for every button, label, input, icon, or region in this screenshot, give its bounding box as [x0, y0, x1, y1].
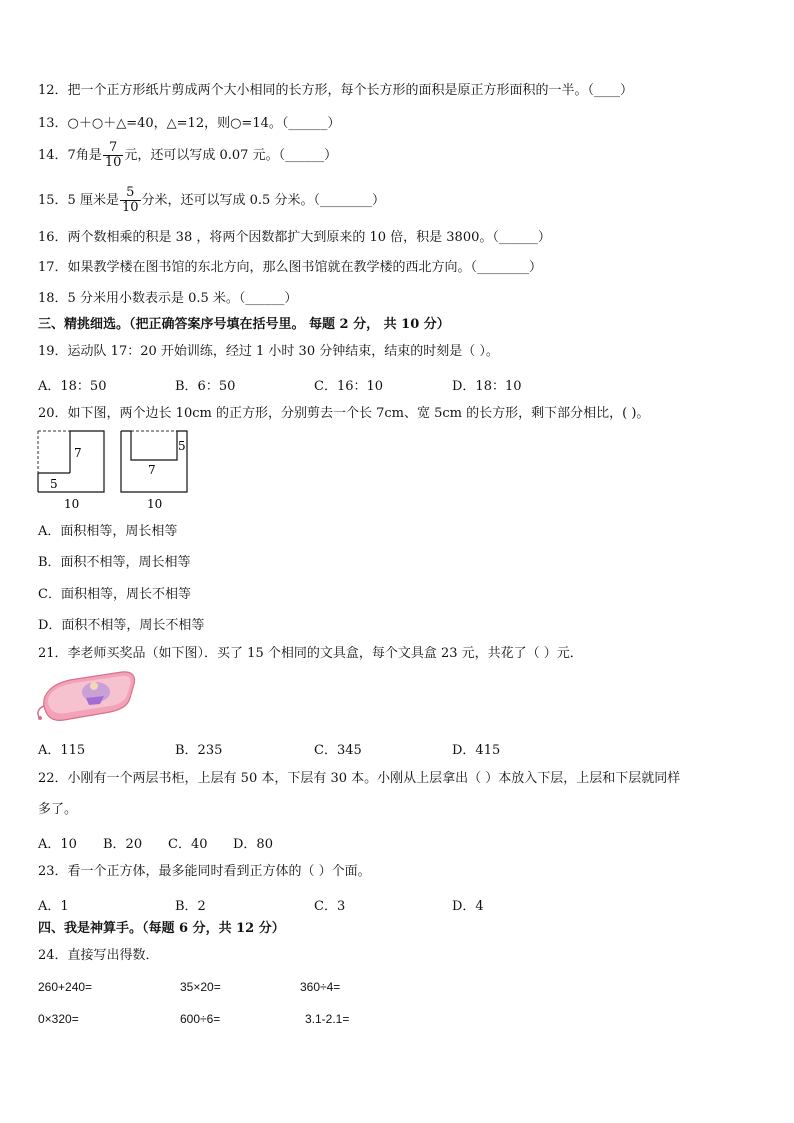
- q20-option-b: B．面积不相等，周长相等: [38, 555, 191, 570]
- fraction-5-10: $\frac{5}{10}$: [121, 185, 139, 215]
- q23-option-d: D．4: [452, 899, 484, 914]
- q21-option-b: B．235: [175, 743, 223, 758]
- calc-item: 600÷6=: [180, 1012, 221, 1026]
- calc-item: 260+240=: [38, 980, 93, 994]
- question-19: 19．运动队 17：20 开始训练，经过 1 小时 30 分钟结束，结束的时刻是（ ）。: [38, 344, 499, 359]
- pencil-case-image: [34, 668, 140, 726]
- calc-item: 0×320=: [38, 1012, 79, 1026]
- q19-option-c: C．16：10: [314, 379, 384, 394]
- q22-option-b: B．20: [103, 837, 143, 852]
- q22-option-d: D．80: [233, 837, 273, 852]
- section-4-heading: 四、我是神算手。（每题 6 分，共 12 分）: [38, 921, 285, 936]
- q19-option-b: B．6：50: [175, 379, 236, 394]
- calc-item: 360÷4=: [300, 980, 341, 994]
- q20-option-d: D．面积不相等，周长不相等: [38, 618, 205, 633]
- fig-b-label-7: 7: [148, 463, 156, 477]
- q23-option-a: A．1: [38, 899, 69, 914]
- question-23: 23．看一个正方体，最多能同时看到正方体的（ ）个面。: [38, 864, 371, 879]
- question-15: 15．5 厘米是 $\frac{5}{10}$ 分米，还可以写成 0.5 分米。（________）: [38, 185, 385, 215]
- question-20: 20．如下图，两个边长 10cm 的正方形，分别剪去一个长 7cm、宽 5cm 的长方形，剩下部分相比，( )。: [38, 406, 650, 421]
- q23-option-b: B．2: [175, 899, 206, 914]
- q21-option-c: C．345: [314, 743, 362, 758]
- fig-a-label-10: 10: [64, 497, 80, 511]
- question-13: 13．○＋○＋△=40，△=12，则○=14。（______）: [38, 116, 341, 131]
- q22-option-c: C．40: [168, 837, 208, 852]
- question-22-line-2: 多了。: [38, 802, 78, 817]
- question-17: 17．如果教学楼在图书馆的东北方向，那么图书馆就在教学楼的西北方向。（________）: [38, 260, 543, 275]
- calc-item: 35×20=: [180, 980, 221, 994]
- square-cut-figure: [34, 428, 194, 514]
- q20-option-a: A．面积相等，周长相等: [38, 524, 178, 539]
- q19-option-d: D．18：10: [452, 379, 522, 394]
- question-24: 24．直接写出得数．: [38, 948, 159, 963]
- question-22-line-1: 22．小刚有一个两层书柜，上层有 50 本，下层有 30 本。小刚从上层拿出（ ）本放入下层，上层和下层就同样: [38, 771, 681, 786]
- question-16: 16．两个数相乘的积是 38 ，将两个因数都扩大到原来的 10 倍，积是 3800。（______）: [38, 230, 551, 245]
- fig-a-label-7: 7: [74, 446, 82, 460]
- calc-item: 3.1-2.1=: [305, 1012, 350, 1026]
- fig-a-label-5: 5: [50, 477, 58, 491]
- q20-option-c: C．面积相等，周长不相等: [38, 587, 191, 602]
- question-21: 21．李老师买奖品（如下图）．买了 15 个相同的文具盒，每个文具盒 23 元，共花了（ ）元．: [38, 646, 583, 661]
- fraction-7-10: $\frac{7}{10}$: [104, 140, 122, 170]
- section-3-heading: 三、精挑细选。（把正确答案序号填在括号里。 每题 2 分， 共 10 分）: [38, 317, 450, 332]
- fig-b-label-10: 10: [147, 497, 163, 511]
- question-14: 14．7角是 $\frac{7}{10}$ 元，还可以写成 0.07 元。（______）: [38, 140, 338, 170]
- question-12: 12．把一个正方形纸片剪成两个大小相同的长方形，每个长方形的面积是原正方形面积的一半。（____）: [38, 83, 634, 98]
- q21-option-d: D．415: [452, 743, 501, 758]
- q23-option-c: C．3: [314, 899, 346, 914]
- fig-b-label-5: 5: [178, 439, 186, 453]
- question-18: 18．5 分米用小数表示是 0.5 米。（______）: [38, 291, 298, 306]
- q22-option-a: A．10: [38, 837, 77, 852]
- q21-option-a: A．115: [38, 743, 86, 758]
- q19-option-a: A．18：50: [38, 379, 107, 394]
